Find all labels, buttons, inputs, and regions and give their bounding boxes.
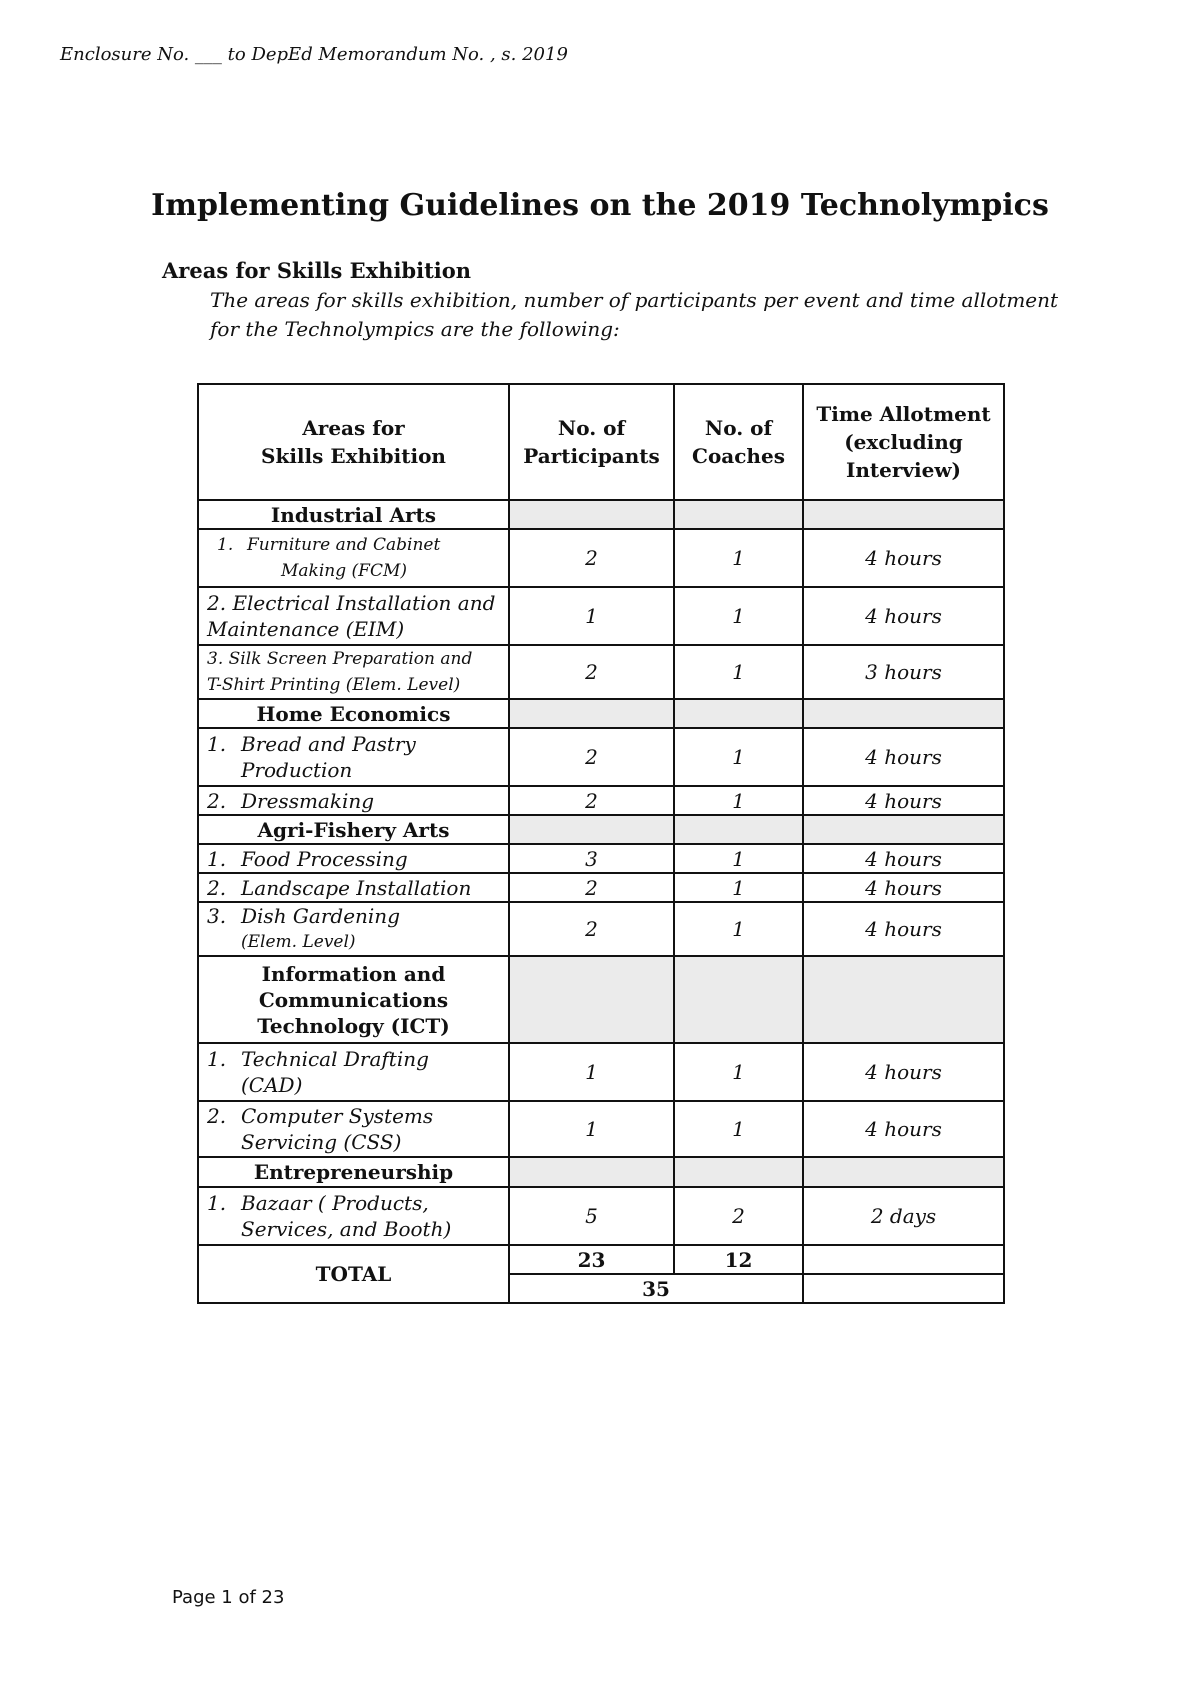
coaches-cell: 1: [674, 645, 803, 699]
area-cell: 1. Bazaar ( Products, Services, and Booth): [198, 1187, 509, 1245]
time-cell: 4 hours: [803, 844, 1004, 873]
time-cell: 4 hours: [803, 1043, 1004, 1101]
coaches-cell: 1: [674, 1101, 803, 1157]
area-cell: 2. Computer Systems Servicing (CSS): [198, 1101, 509, 1157]
table-header-row: [198, 384, 1004, 500]
participants-cell: 1: [509, 1101, 674, 1157]
coaches-cell: 1: [674, 873, 803, 902]
total-coaches: 12: [674, 1245, 803, 1274]
coaches-cell: 1: [674, 902, 803, 956]
time-cell: 4 hours: [803, 529, 1004, 587]
table-row: [198, 902, 1004, 956]
table-row: [198, 645, 1004, 699]
total-row: [198, 1245, 1004, 1274]
participants-cell: 1: [509, 587, 674, 645]
total-participants: 23: [509, 1245, 674, 1274]
coaches-cell: 2: [674, 1187, 803, 1245]
category-label: Entrepreneurship: [198, 1157, 509, 1187]
enclosure-note: Enclosure No. ___ to DepEd Memorandum No. , s. 2019: [60, 44, 568, 65]
coaches-cell: 1: [674, 844, 803, 873]
coaches-cell: 1: [674, 1043, 803, 1101]
table-row: [198, 529, 1004, 587]
category-row-agri-fishery: [198, 815, 1004, 844]
time-cell: 2 days: [803, 1187, 1004, 1245]
time-cell: 4 hours: [803, 786, 1004, 815]
area-cell: 2. Electrical Installation and Maintenance (EIM): [198, 587, 509, 645]
participants-cell: 2: [509, 786, 674, 815]
area-cell: 2. Dressmaking: [198, 786, 509, 815]
participants-cell: 3: [509, 844, 674, 873]
area-cell: 1. Furniture and Cabinet Making (FCM): [198, 529, 509, 587]
time-cell: 4 hours: [803, 1101, 1004, 1157]
time-cell: 4 hours: [803, 873, 1004, 902]
table-row: [198, 786, 1004, 815]
participants-cell: 2: [509, 529, 674, 587]
category-label: Information and Communications Technology (ICT): [198, 956, 509, 1043]
participants-cell: 1: [509, 1043, 674, 1101]
table-row: [198, 873, 1004, 902]
category-row-ict: [198, 956, 1004, 1043]
area-cell: 2. Landscape Installation: [198, 873, 509, 902]
time-cell: 4 hours: [803, 902, 1004, 956]
total-label: TOTAL: [198, 1245, 509, 1303]
area-cell: 1. Technical Drafting (CAD): [198, 1043, 509, 1101]
participants-cell: 2: [509, 873, 674, 902]
participants-cell: 2: [509, 728, 674, 786]
table-row: [198, 587, 1004, 645]
coaches-cell: 1: [674, 728, 803, 786]
table-row: [198, 844, 1004, 873]
coaches-cell: 1: [674, 529, 803, 587]
intro-line-2: for the Technolympics are the following:: [210, 317, 620, 341]
participants-cell: 2: [509, 645, 674, 699]
time-cell: 4 hours: [803, 728, 1004, 786]
intro-line-1: The areas for skills exhibition, number of participants per event and time allotment: [210, 288, 1059, 312]
document-title: Implementing Guidelines on the 2019 Technolympics: [151, 188, 1049, 223]
category-label: Industrial Arts: [198, 500, 509, 529]
category-label: Agri-Fishery Arts: [198, 815, 509, 844]
coaches-cell: 1: [674, 587, 803, 645]
table-row: [198, 1043, 1004, 1101]
category-row-home-economics: [198, 699, 1004, 728]
area-cell: 3. Dish Gardening (Elem. Level): [198, 902, 509, 956]
category-row-entrepreneurship: [198, 1157, 1004, 1187]
participants-cell: 2: [509, 902, 674, 956]
total-combined: 35: [509, 1274, 803, 1303]
time-cell: 4 hours: [803, 587, 1004, 645]
coaches-cell: 1: [674, 786, 803, 815]
area-cell: 1. Bread and Pastry Production: [198, 728, 509, 786]
header-participants: No. of Participants: [509, 384, 674, 500]
header-areas: Areas for Skills Exhibition: [198, 384, 509, 500]
area-cell: 1. Food Processing: [198, 844, 509, 873]
header-coaches: No. of Coaches: [674, 384, 803, 500]
section-heading: Areas for Skills Exhibition: [162, 258, 472, 283]
table-row: [198, 728, 1004, 786]
category-label: Home Economics: [198, 699, 509, 728]
skills-exhibition-table: [197, 383, 1005, 1304]
table-row: [198, 1101, 1004, 1157]
area-cell: 3. Silk Screen Preparation and T-Shirt Printing (Elem. Level): [198, 645, 509, 699]
table-row: [198, 1187, 1004, 1245]
page-number: Page 1 of 23: [172, 1587, 285, 1608]
intro-paragraph: [210, 286, 1090, 344]
category-row-industrial-arts: [198, 500, 1004, 529]
participants-cell: 5: [509, 1187, 674, 1245]
time-cell: 3 hours: [803, 645, 1004, 699]
header-time-allotment: Time Allotment (excluding Interview): [803, 384, 1004, 500]
